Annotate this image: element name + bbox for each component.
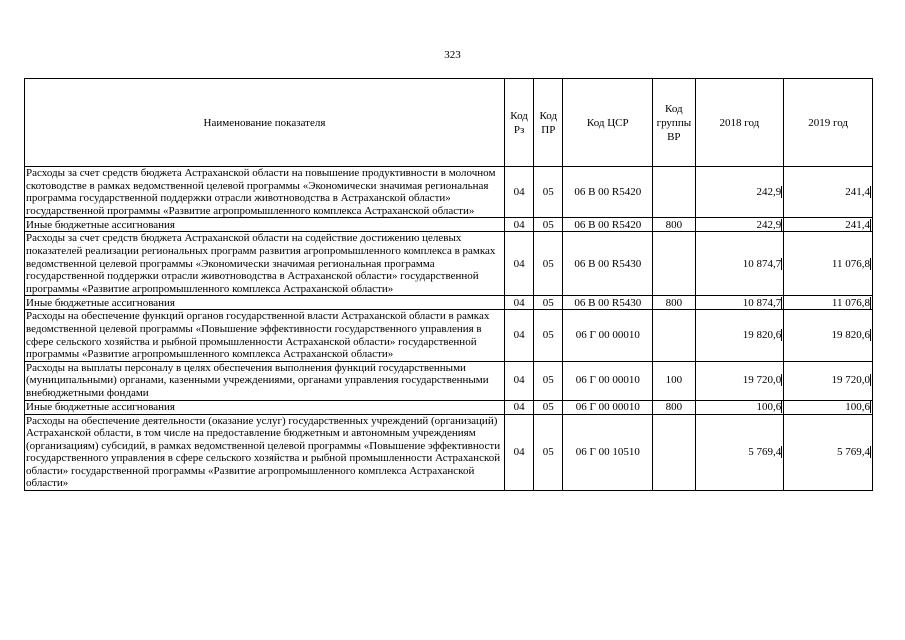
row-csr: 06 Г 00 00010 — [563, 361, 653, 400]
row-csr: 06 В 00 R5430 — [563, 296, 653, 310]
row-2019: 100,6 — [845, 400, 870, 413]
row-2018: 100,6 — [756, 400, 782, 413]
row-name: Иные бюджетные ассигнования — [25, 296, 505, 310]
row-pr: 05 — [534, 296, 563, 310]
row-vr: 800 — [653, 218, 695, 232]
row-rz: 04 — [504, 167, 533, 218]
row-rz: 04 — [504, 414, 533, 491]
table-row — [25, 361, 873, 400]
header-vr: Код группы ВР — [653, 79, 695, 167]
row-vr — [653, 232, 695, 296]
table-row — [25, 400, 873, 414]
row-vr — [653, 167, 695, 218]
row-csr: 06 Г 00 00010 — [563, 310, 653, 361]
header-2019: 2019 год — [784, 79, 873, 167]
row-name: Расходы за счет средств бюджета Астраханской области на повышение продуктивности в молочном скотоводстве в рамках ведомственной целевой программы «Экономически значимая региональная программа государственной поддержки отрасли животноводства в Астраханской области» государственной программы «Развитие агропромышленного комплекса Астраханской области» — [25, 167, 505, 218]
row-rz: 04 — [504, 218, 533, 232]
row-name: Расходы на обеспечение деятельности (оказание услуг) государственных учреждений (организаций) Астраханской области, в том числе на предоставление бюджетным и автономным учреждениям (организациям) субсидий, в рамках ведомственной целевой программы «Повышение эффективности государственного управления в сфере сельского хозяйства и рыбной промышленности Астраханской области» государственной программы «Развитие агропромышленного комплекса Астраханской области» — [25, 414, 505, 491]
row-rz: 04 — [504, 310, 533, 361]
table-row — [25, 167, 873, 218]
row-2018: 19 720,0 — [742, 374, 782, 387]
row-2018: 242,9 — [756, 185, 782, 198]
row-pr: 05 — [534, 400, 563, 414]
budget-table — [24, 78, 873, 491]
row-rz: 04 — [504, 400, 533, 414]
row-2019: 11 076,8 — [831, 296, 870, 309]
table-header-row — [25, 79, 873, 167]
header-rz: Код Рз — [504, 79, 533, 167]
table-row — [25, 310, 873, 361]
row-2019: 241,4 — [845, 185, 870, 198]
header-name: Наименование показателя — [25, 79, 505, 167]
row-csr: 06 В 00 R5420 — [563, 218, 653, 232]
row-2018: 10 874,7 — [742, 296, 782, 309]
table-row — [25, 296, 873, 310]
table-row — [25, 218, 873, 232]
row-csr: 06 В 00 R5430 — [563, 232, 653, 296]
row-2018: 5 769,4 — [748, 445, 782, 458]
row-rz: 04 — [504, 232, 533, 296]
row-vr — [653, 414, 695, 491]
row-2019: 5 769,4 — [837, 445, 870, 458]
header-2018: 2018 год — [695, 79, 784, 167]
table-row — [25, 414, 873, 491]
row-2018: 242,9 — [756, 218, 782, 231]
row-pr: 05 — [534, 218, 563, 232]
row-name: Иные бюджетные ассигнования — [25, 400, 505, 414]
row-vr — [653, 310, 695, 361]
row-pr: 05 — [534, 414, 563, 491]
header-csr: Код ЦСР — [563, 79, 653, 167]
row-rz: 04 — [504, 296, 533, 310]
row-csr: 06 В 00 R5420 — [563, 167, 653, 218]
row-2019: 11 076,8 — [831, 257, 870, 270]
row-vr: 100 — [653, 361, 695, 400]
row-name: Иные бюджетные ассигнования — [25, 218, 505, 232]
row-pr: 05 — [534, 310, 563, 361]
row-pr: 05 — [534, 361, 563, 400]
row-name: Расходы на выплаты персоналу в целях обеспечения выполнения функций государственными (муниципальными) органами, казенными учреждениями, органами управления государственными внебюджетными фондами — [25, 361, 505, 400]
row-pr: 05 — [534, 167, 563, 218]
row-2019: 19 720,0 — [831, 374, 870, 387]
page-number: 323 — [444, 49, 461, 61]
row-pr: 05 — [534, 232, 563, 296]
row-csr: 06 Г 00 10510 — [563, 414, 653, 491]
row-2018: 19 820,6 — [742, 329, 782, 342]
row-vr: 800 — [653, 400, 695, 414]
row-2018: 10 874,7 — [742, 257, 782, 270]
row-csr: 06 Г 00 00010 — [563, 400, 653, 414]
row-name: Расходы за счет средств бюджета Астраханской области на содействие достижению целевых показателей реализации региональных программ развития агропромышленного комплекса в рамках ведомственной целевой программы «Экономически значимая региональная программа государственной поддержки отрасли животноводства в Астраханской области» государственной программы «Развитие агропромышленного комплекса Астраханской области» — [25, 232, 505, 296]
row-2019: 241,4 — [845, 218, 870, 231]
table-row — [25, 232, 873, 296]
row-2019: 19 820,6 — [831, 329, 870, 342]
row-rz: 04 — [504, 361, 533, 400]
row-name: Расходы на обеспечение функций органов государственной власти Астраханской области в рамках ведомственной целевой программы «Повышение эффективности государственного управления в сфере сельского хозяйства и рыбной промышленности Астраханской области» государственной программы «Развитие агропромышленного комплекса Астраханской области» — [25, 310, 505, 361]
header-pr: Код ПР — [534, 79, 563, 167]
row-vr: 800 — [653, 296, 695, 310]
